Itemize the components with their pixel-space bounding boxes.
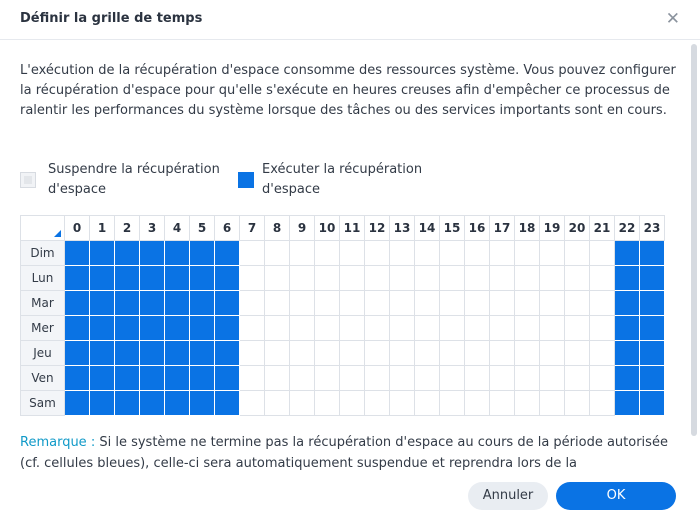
- schedule-cell-suspend[interactable]: [415, 316, 440, 341]
- schedule-cell-suspend[interactable]: [465, 341, 490, 366]
- schedule-cell-suspend[interactable]: [240, 266, 265, 291]
- schedule-cell-suspend[interactable]: [390, 341, 415, 366]
- schedule-cell-suspend[interactable]: [540, 391, 565, 416]
- day-row: [21, 316, 665, 341]
- schedule-cell-suspend[interactable]: [440, 291, 465, 316]
- hour-header[interactable]: 1: [90, 216, 115, 241]
- schedule-cell-run[interactable]: [190, 291, 215, 316]
- schedule-cell-run[interactable]: [640, 366, 665, 391]
- cancel-button[interactable]: Annuler: [468, 482, 548, 510]
- day-label[interactable]: Jeu: [21, 341, 65, 366]
- schedule-cell-suspend[interactable]: [315, 341, 340, 366]
- hour-header[interactable]: 15: [440, 216, 465, 241]
- schedule-cell-run[interactable]: [65, 291, 90, 316]
- schedule-cell-run[interactable]: [90, 366, 115, 391]
- schedule-cell-suspend[interactable]: [440, 391, 465, 416]
- day-row: [21, 266, 665, 291]
- schedule-cell-suspend[interactable]: [465, 266, 490, 291]
- run-legend-label: Exécuter la récupération d'espace: [262, 162, 423, 197]
- schedule-cell-run[interactable]: [615, 316, 640, 341]
- schedule-cell-run[interactable]: [115, 266, 140, 291]
- schedule-cell-suspend[interactable]: [565, 266, 590, 291]
- schedule-cell-suspend[interactable]: [265, 241, 290, 266]
- schedule-cell-suspend[interactable]: [265, 316, 290, 341]
- schedule-cell-suspend[interactable]: [315, 241, 340, 266]
- schedule-cell-run[interactable]: [615, 291, 640, 316]
- hour-header[interactable]: 10: [315, 216, 340, 241]
- schedule-cell-suspend[interactable]: [390, 366, 415, 391]
- hour-header[interactable]: 13: [390, 216, 415, 241]
- hour-header[interactable]: 21: [590, 216, 615, 241]
- day-label[interactable]: Dim: [21, 241, 65, 266]
- schedule-cell-run[interactable]: [90, 291, 115, 316]
- schedule-cell-suspend[interactable]: [365, 241, 390, 266]
- schedule-cell-run[interactable]: [140, 341, 165, 366]
- day-row: [21, 341, 665, 366]
- dialog-footer: [0, 475, 700, 520]
- schedule-cell-suspend[interactable]: [290, 266, 315, 291]
- hour-header-row: [21, 216, 665, 241]
- schedule-cell-run[interactable]: [165, 316, 190, 341]
- schedule-cell-run[interactable]: [65, 366, 90, 391]
- schedule-cell-suspend[interactable]: [540, 291, 565, 316]
- schedule-cell-suspend[interactable]: [365, 316, 390, 341]
- schedule-cell-run[interactable]: [640, 241, 665, 266]
- schedule-cell-suspend[interactable]: [515, 291, 540, 316]
- grid-body: [21, 241, 665, 416]
- schedule-cell-suspend[interactable]: [490, 391, 515, 416]
- schedule-cell-suspend[interactable]: [315, 366, 340, 391]
- schedule-cell-suspend[interactable]: [465, 291, 490, 316]
- schedule-cell-suspend[interactable]: [340, 341, 365, 366]
- hour-header[interactable]: 7: [240, 216, 265, 241]
- schedule-cell-run[interactable]: [615, 241, 640, 266]
- schedule-cell-run[interactable]: [115, 341, 140, 366]
- schedule-cell-run[interactable]: [90, 391, 115, 416]
- schedule-cell-suspend[interactable]: [340, 366, 365, 391]
- corner-triangle-icon: [54, 230, 61, 237]
- schedule-cell-suspend[interactable]: [365, 266, 390, 291]
- schedule-cell-run[interactable]: [140, 291, 165, 316]
- schedule-cell-suspend[interactable]: [565, 391, 590, 416]
- schedule-grid: [20, 215, 665, 416]
- schedule-cell-run[interactable]: [215, 316, 240, 341]
- schedule-cell-suspend[interactable]: [240, 341, 265, 366]
- schedule-cell-suspend[interactable]: [515, 266, 540, 291]
- hour-header[interactable]: 9: [290, 216, 315, 241]
- schedule-cell-run[interactable]: [215, 366, 240, 391]
- schedule-cell-suspend[interactable]: [490, 341, 515, 366]
- schedule-cell-suspend[interactable]: [465, 391, 490, 416]
- day-row: [21, 241, 665, 266]
- schedule-cell-suspend[interactable]: [490, 316, 515, 341]
- hour-header[interactable]: 8: [265, 216, 290, 241]
- schedule-cell-suspend[interactable]: [340, 391, 365, 416]
- schedule-cell-suspend[interactable]: [415, 391, 440, 416]
- run-swatch[interactable]: [238, 172, 254, 188]
- remark-body: Si le système ne termine pas la récupération d'espace au cours de la période autorisée (cf. cellules bleues), celle-ci sera automatiquement suspendue et reprendra lors de la: [20, 435, 668, 471]
- schedule-cell-run[interactable]: [165, 341, 190, 366]
- dialog-title: Définir la grille de temps: [20, 11, 203, 26]
- schedule-cell-run[interactable]: [190, 366, 215, 391]
- schedule-cell-suspend[interactable]: [240, 316, 265, 341]
- schedule-cell-run[interactable]: [190, 316, 215, 341]
- schedule-cell-run[interactable]: [115, 366, 140, 391]
- close-icon[interactable]: ✕: [665, 9, 680, 29]
- schedule-cell-suspend[interactable]: [415, 341, 440, 366]
- suspend-swatch[interactable]: [20, 172, 36, 188]
- schedule-cell-suspend[interactable]: [540, 266, 565, 291]
- schedule-cell-suspend[interactable]: [540, 316, 565, 341]
- schedule-cell-suspend[interactable]: [540, 241, 565, 266]
- schedule-cell-run[interactable]: [190, 266, 215, 291]
- schedule-cell-suspend[interactable]: [515, 391, 540, 416]
- schedule-cell-run[interactable]: [140, 316, 165, 341]
- schedule-cell-run[interactable]: [65, 316, 90, 341]
- schedule-cell-suspend[interactable]: [515, 366, 540, 391]
- schedule-cell-suspend[interactable]: [490, 291, 515, 316]
- schedule-cell-suspend[interactable]: [415, 241, 440, 266]
- schedule-cell-suspend[interactable]: [265, 341, 290, 366]
- schedule-cell-suspend[interactable]: [540, 366, 565, 391]
- schedule-cell-suspend[interactable]: [315, 291, 340, 316]
- day-label[interactable]: Mar: [21, 291, 65, 316]
- schedule-cell-suspend[interactable]: [365, 366, 390, 391]
- schedule-cell-suspend[interactable]: [415, 291, 440, 316]
- hour-header[interactable]: 23: [640, 216, 665, 241]
- schedule-cell-suspend[interactable]: [340, 291, 365, 316]
- schedule-cell-suspend[interactable]: [315, 266, 340, 291]
- schedule-cell-suspend[interactable]: [590, 341, 615, 366]
- schedule-cell-run[interactable]: [190, 241, 215, 266]
- schedule-cell-suspend[interactable]: [240, 241, 265, 266]
- schedule-cell-run[interactable]: [140, 241, 165, 266]
- schedule-cell-suspend[interactable]: [290, 291, 315, 316]
- description-text: L'exécution de la récupération d'espace consomme des ressources système. Vous pouvez configurer la récupération d'espace pour qu'elle s'exécute en heures creuses afin d'empêcher ce processus de ralentir les performances du système lorsque des tâches ou des services importants sont en cours.: [20, 63, 676, 118]
- schedule-cell-suspend[interactable]: [565, 291, 590, 316]
- schedule-cell-suspend[interactable]: [240, 391, 265, 416]
- hour-header[interactable]: 17: [490, 216, 515, 241]
- schedule-cell-suspend[interactable]: [590, 291, 615, 316]
- hour-header[interactable]: 12: [365, 216, 390, 241]
- schedule-cell-run[interactable]: [215, 341, 240, 366]
- schedule-cell-run[interactable]: [140, 391, 165, 416]
- schedule-cell-suspend[interactable]: [340, 266, 365, 291]
- hour-header[interactable]: 3: [140, 216, 165, 241]
- schedule-cell-run[interactable]: [65, 391, 90, 416]
- schedule-cell-suspend[interactable]: [290, 391, 315, 416]
- schedule-cell-run[interactable]: [215, 391, 240, 416]
- day-row: [21, 366, 665, 391]
- schedule-cell-suspend[interactable]: [565, 366, 590, 391]
- schedule-cell-suspend[interactable]: [365, 391, 390, 416]
- ok-button[interactable]: OK: [556, 482, 676, 510]
- schedule-cell-run[interactable]: [165, 366, 190, 391]
- hour-header[interactable]: 18: [515, 216, 540, 241]
- day-label[interactable]: Lun: [21, 266, 65, 291]
- schedule-cell-suspend[interactable]: [390, 266, 415, 291]
- schedule-cell-suspend[interactable]: [290, 366, 315, 391]
- schedule-cell-suspend[interactable]: [515, 341, 540, 366]
- schedule-cell-run[interactable]: [165, 391, 190, 416]
- hour-header[interactable]: 5: [190, 216, 215, 241]
- dialog-content: [0, 41, 688, 475]
- dialog-titlebar: [0, 0, 700, 40]
- schedule-cell-suspend[interactable]: [440, 366, 465, 391]
- schedule-cell-suspend[interactable]: [490, 366, 515, 391]
- schedule-cell-suspend[interactable]: [390, 391, 415, 416]
- schedule-cell-suspend[interactable]: [315, 316, 340, 341]
- day-row: [21, 291, 665, 316]
- schedule-cell-suspend[interactable]: [590, 366, 615, 391]
- schedule-cell-run[interactable]: [190, 341, 215, 366]
- schedule-cell-run[interactable]: [640, 291, 665, 316]
- day-label[interactable]: Ven: [21, 366, 65, 391]
- schedule-cell-suspend[interactable]: [490, 241, 515, 266]
- schedule-cell-suspend[interactable]: [240, 291, 265, 316]
- schedule-cell-run[interactable]: [65, 266, 90, 291]
- hour-header[interactable]: 22: [615, 216, 640, 241]
- schedule-cell-run[interactable]: [90, 316, 115, 341]
- schedule-cell-suspend[interactable]: [465, 366, 490, 391]
- schedule-cell-run[interactable]: [65, 241, 90, 266]
- remark-label: Remarque :: [20, 435, 96, 450]
- schedule-cell-run[interactable]: [640, 266, 665, 291]
- schedule-cell-suspend[interactable]: [465, 241, 490, 266]
- schedule-cell-run[interactable]: [115, 241, 140, 266]
- day-label[interactable]: Mer: [21, 316, 65, 341]
- schedule-cell-run[interactable]: [615, 341, 640, 366]
- schedule-cell-run[interactable]: [615, 366, 640, 391]
- schedule-cell-run[interactable]: [615, 391, 640, 416]
- schedule-cell-run[interactable]: [165, 266, 190, 291]
- schedule-cell-suspend[interactable]: [290, 316, 315, 341]
- schedule-cell-run[interactable]: [215, 241, 240, 266]
- schedule-cell-suspend[interactable]: [440, 266, 465, 291]
- hour-header[interactable]: 14: [415, 216, 440, 241]
- schedule-cell-run[interactable]: [640, 316, 665, 341]
- schedule-cell-suspend[interactable]: [290, 241, 315, 266]
- remark-text: [20, 432, 680, 474]
- schedule-cell-suspend[interactable]: [565, 341, 590, 366]
- hour-header[interactable]: 16: [465, 216, 490, 241]
- schedule-cell-suspend[interactable]: [315, 391, 340, 416]
- schedule-cell-suspend[interactable]: [490, 266, 515, 291]
- schedule-cell-suspend[interactable]: [590, 316, 615, 341]
- hour-header[interactable]: 11: [340, 216, 365, 241]
- schedule-cell-run[interactable]: [165, 241, 190, 266]
- schedule-cell-run[interactable]: [115, 291, 140, 316]
- schedule-cell-suspend[interactable]: [265, 366, 290, 391]
- content-scrollbar[interactable]: [691, 44, 697, 436]
- hour-header[interactable]: 0: [65, 216, 90, 241]
- schedule-cell-suspend[interactable]: [265, 391, 290, 416]
- schedule-cell-suspend[interactable]: [565, 241, 590, 266]
- schedule-cell-suspend[interactable]: [390, 241, 415, 266]
- schedule-cell-suspend[interactable]: [365, 291, 390, 316]
- schedule-cell-suspend[interactable]: [415, 366, 440, 391]
- schedule-cell-suspend[interactable]: [440, 316, 465, 341]
- schedule-cell-suspend[interactable]: [540, 341, 565, 366]
- schedule-cell-suspend[interactable]: [515, 241, 540, 266]
- schedule-cell-suspend[interactable]: [390, 316, 415, 341]
- schedule-cell-suspend[interactable]: [265, 291, 290, 316]
- schedule-cell-suspend[interactable]: [265, 266, 290, 291]
- schedule-cell-suspend[interactable]: [365, 341, 390, 366]
- schedule-cell-run[interactable]: [615, 266, 640, 291]
- hour-header[interactable]: 20: [565, 216, 590, 241]
- schedule-cell-run[interactable]: [115, 316, 140, 341]
- schedule-cell-suspend[interactable]: [240, 366, 265, 391]
- hour-header[interactable]: 4: [165, 216, 190, 241]
- schedule-cell-run[interactable]: [90, 341, 115, 366]
- day-label[interactable]: Sam: [21, 391, 65, 416]
- schedule-cell-run[interactable]: [215, 291, 240, 316]
- hour-header[interactable]: 19: [540, 216, 565, 241]
- schedule-cell-suspend[interactable]: [590, 391, 615, 416]
- schedule-cell-run[interactable]: [165, 291, 190, 316]
- schedule-cell-suspend[interactable]: [515, 316, 540, 341]
- schedule-cell-suspend[interactable]: [390, 291, 415, 316]
- schedule-cell-run[interactable]: [140, 366, 165, 391]
- schedule-cell-suspend[interactable]: [440, 241, 465, 266]
- schedule-cell-suspend[interactable]: [465, 316, 490, 341]
- schedule-cell-suspend[interactable]: [415, 266, 440, 291]
- schedule-cell-run[interactable]: [65, 341, 90, 366]
- schedule-cell-run[interactable]: [190, 391, 215, 416]
- schedule-cell-run[interactable]: [215, 266, 240, 291]
- schedule-cell-suspend[interactable]: [340, 241, 365, 266]
- suspend-legend-label: Suspendre la récupération d'espace: [48, 162, 220, 197]
- schedule-cell-run[interactable]: [90, 241, 115, 266]
- day-row: [21, 391, 665, 416]
- schedule-cell-suspend[interactable]: [440, 341, 465, 366]
- schedule-cell-suspend[interactable]: [590, 266, 615, 291]
- schedule-cell-run[interactable]: [640, 341, 665, 366]
- schedule-cell-suspend[interactable]: [565, 316, 590, 341]
- schedule-cell-run[interactable]: [140, 266, 165, 291]
- hour-header[interactable]: 2: [115, 216, 140, 241]
- schedule-cell-suspend[interactable]: [290, 341, 315, 366]
- select-all-corner[interactable]: [21, 216, 65, 241]
- schedule-cell-run[interactable]: [115, 391, 140, 416]
- schedule-cell-suspend[interactable]: [590, 241, 615, 266]
- schedule-cell-run[interactable]: [90, 266, 115, 291]
- schedule-cell-suspend[interactable]: [340, 316, 365, 341]
- hour-header[interactable]: 6: [215, 216, 240, 241]
- schedule-cell-run[interactable]: [640, 391, 665, 416]
